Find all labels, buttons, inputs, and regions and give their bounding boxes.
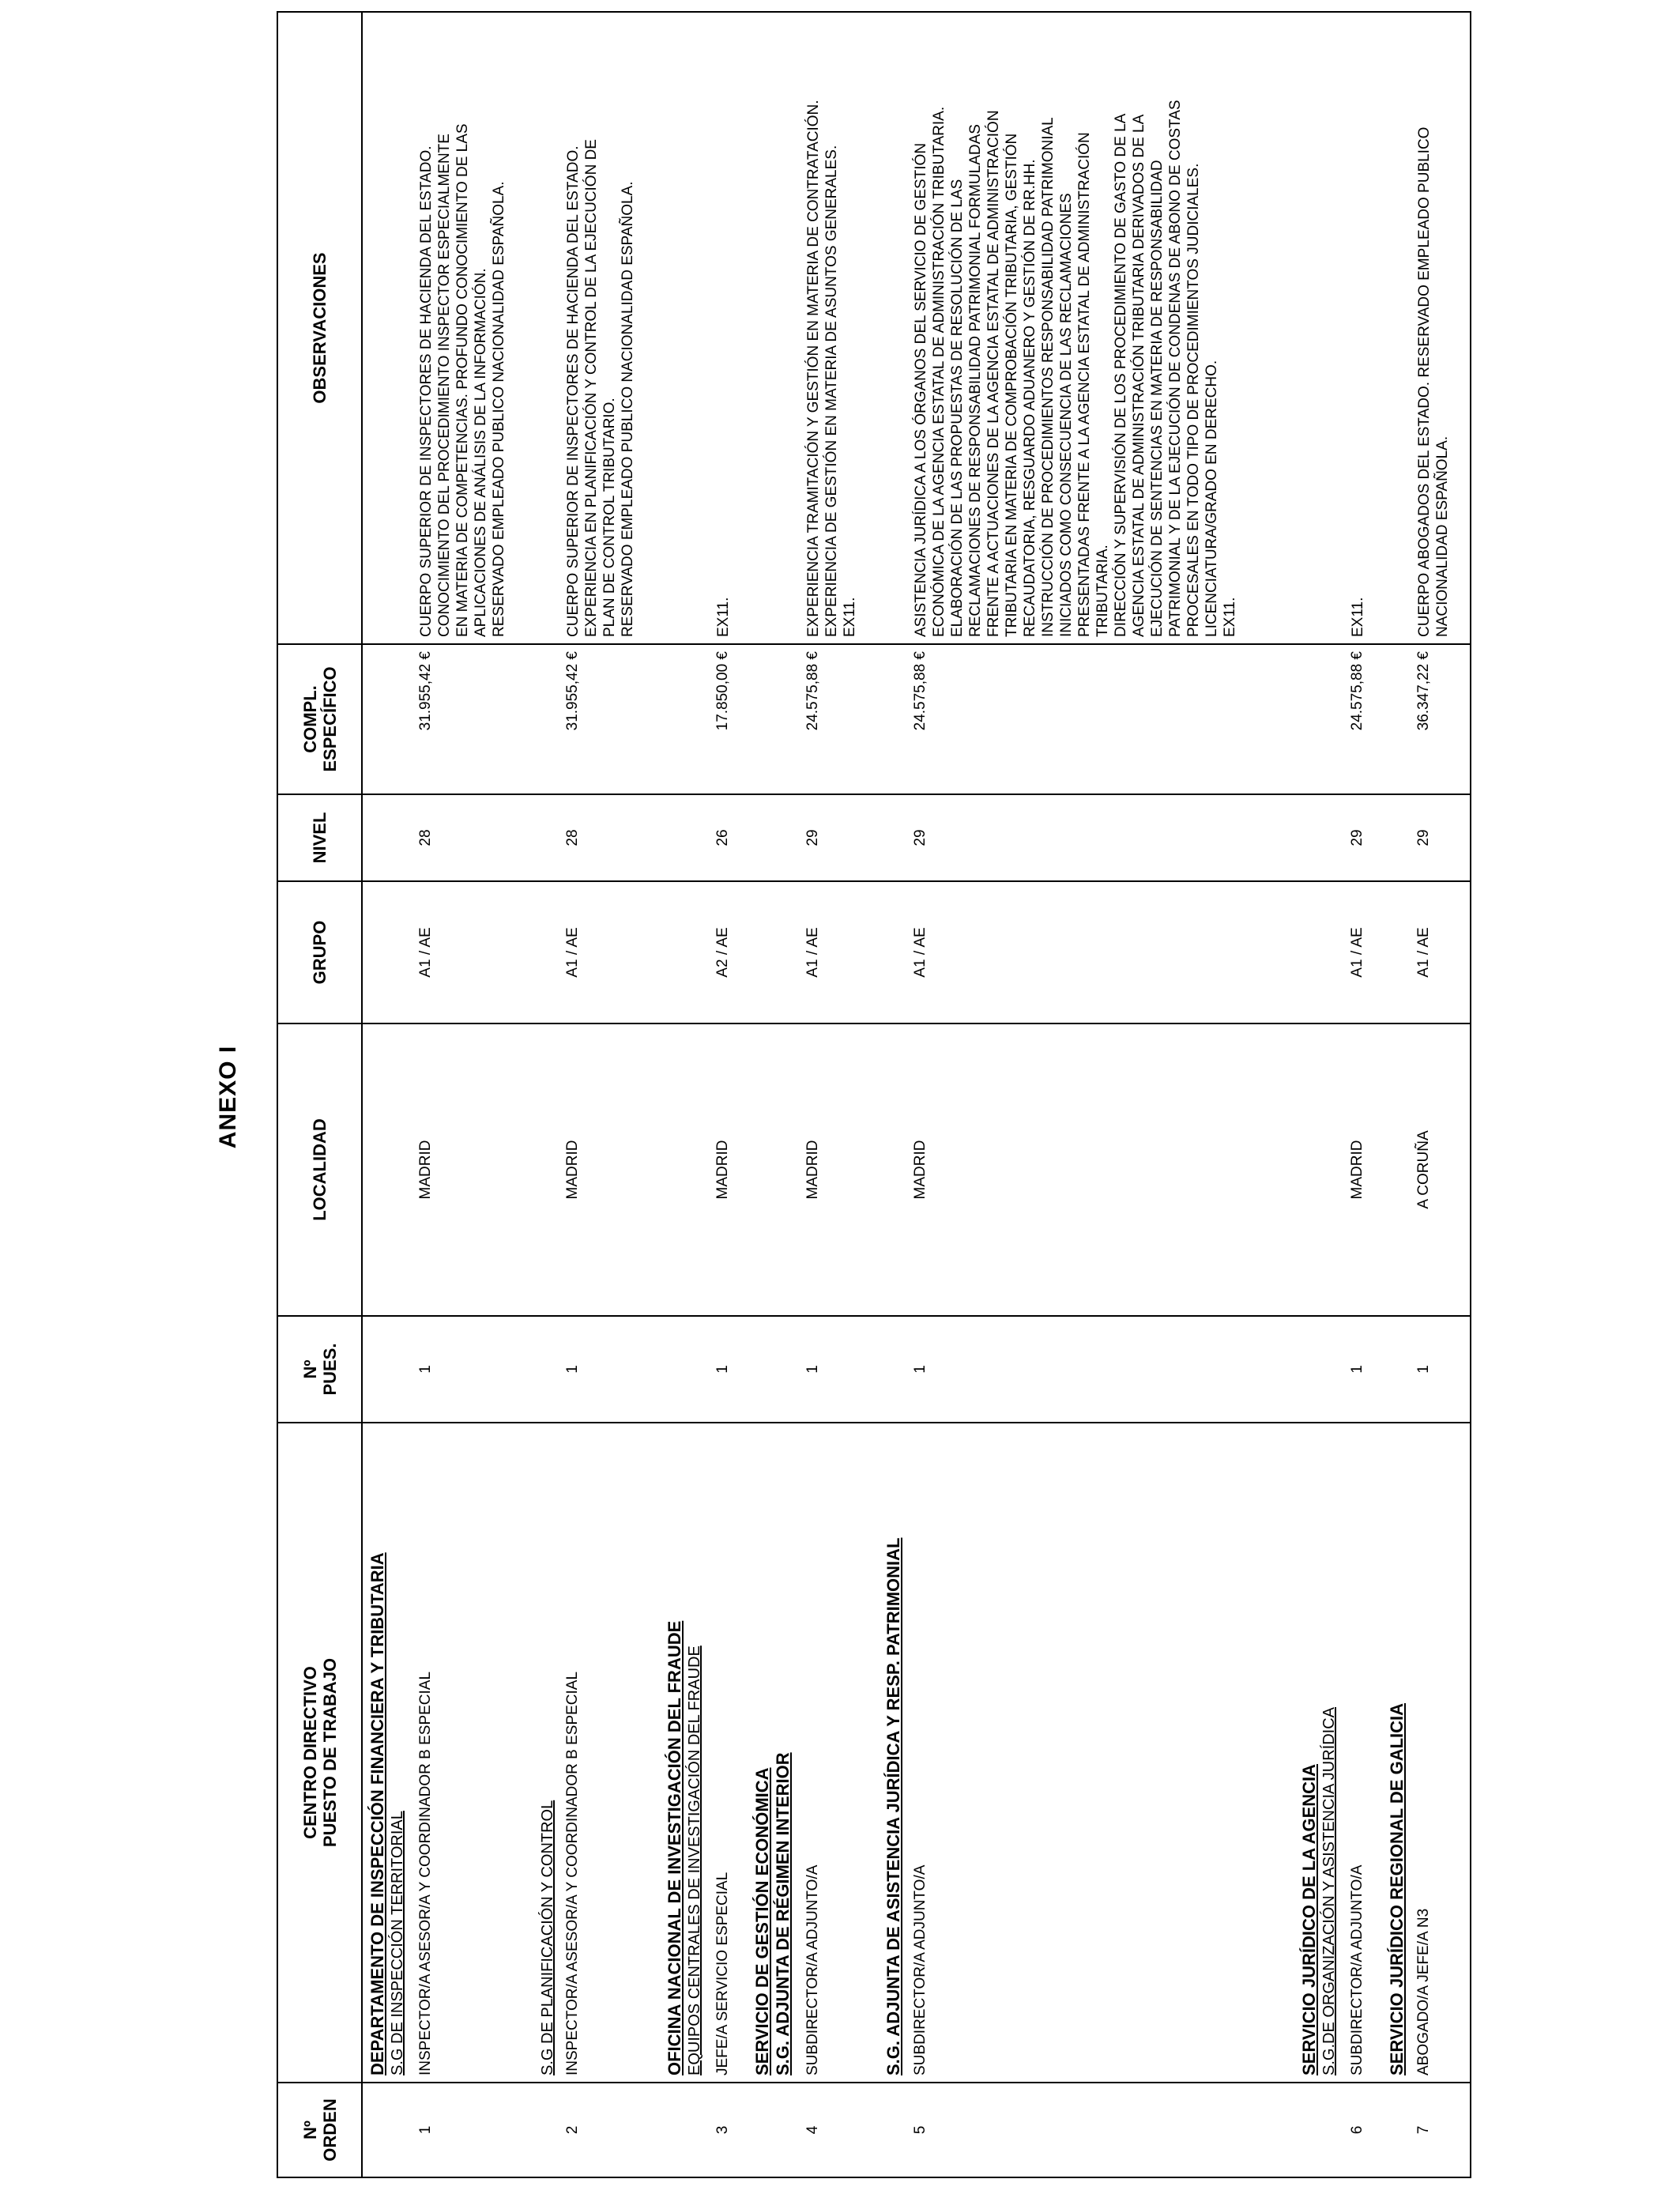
section-heading-row <box>1294 12 1344 2177</box>
observaciones-cell: EX11. <box>710 12 748 644</box>
orden-cell: 5 <box>907 2083 1294 2177</box>
localidad-cell: A CORUÑA <box>1411 1023 1471 1316</box>
section-heading-row <box>748 12 799 2177</box>
orden-cell: 4 <box>800 2083 879 2177</box>
header-compl: COMPL. ESPECÍFICO <box>277 644 362 794</box>
nivel-cell: 29 <box>1344 794 1382 881</box>
observaciones-cell: CUERPO ABOGADOS DEL ESTADO. RESERVADO EMPLEADO PUBLICO NACIONALIDAD ESPAÑOLA. <box>1411 12 1471 644</box>
nivel-cell: 28 <box>412 794 533 881</box>
section-header: S.G. ADJUNTA DE RÉGIMEN INTERIOR <box>773 1752 793 2075</box>
grupo-cell: A1 / AE <box>800 881 879 1023</box>
orden-cell: 6 <box>1344 2083 1382 2177</box>
num-puestos-cell: 1 <box>800 1316 879 1423</box>
nivel-cell: 29 <box>907 794 1294 881</box>
section-subheader: EQUIPOS CENTRALES DE INVESTIGACIÓN DEL FRAUDE <box>685 1646 703 2075</box>
nivel-cell: 26 <box>710 794 748 881</box>
nivel-cell: 29 <box>1411 794 1471 881</box>
section-header: DEPARTAMENTO DE INSPECCIÓN FINANCIERA Y TRIBUTARIA <box>367 1552 387 2075</box>
header-localidad: LOCALIDAD <box>277 1023 362 1316</box>
table-row <box>710 12 748 2177</box>
section-heading-row <box>1382 12 1411 2177</box>
localidad-cell: MADRID <box>1344 1023 1382 1316</box>
table-row <box>1411 12 1471 2177</box>
grupo-cell: A1 / AE <box>1411 881 1471 1023</box>
grupo-cell: A1 / AE <box>412 881 533 1023</box>
nivel-cell: 29 <box>800 794 879 881</box>
section-subheader: S.G.DE ORGANIZACIÓN Y ASISTENCIA JURÍDICA <box>1320 1706 1338 2075</box>
compl-especifico-cell: 31.955,42 € <box>559 644 659 794</box>
observaciones-cell: EXPERIENCIA TRAMITACIÓN Y GESTIÓN EN MATERIA DE CONTRATACIÓN. EXPERIENCIA DE GESTIÓN EN MATERIA DE ASUNTOS GENERALES. EX11. <box>800 12 879 644</box>
orden-cell: 3 <box>710 2083 748 2177</box>
section-header: S.G. ADJUNTA DE ASISTENCIA JURÍDICA Y RESP. PATRIMONIAL <box>883 1537 904 2075</box>
localidad-cell: MADRID <box>710 1023 748 1316</box>
observaciones-cell: ASISTENCIA JURÍDICA A LOS ÓRGANOS DEL SERVICIO DE GESTIÓN ECONÓMICA DE LA AGENCIA ESTATAL DE ADMINISTRACIÓN TRIBUTARIA. ELABORACIÓN DE LAS PROPUESTAS DE RESOLUCIÓN DE LAS RECLAMACIONES DE RESPONSABILIDAD PATRIMONIAL FORMULADAS FRENTE A ACTUACIONES DE LA AGENCIA ESTATAL DE ADMINISTRACIÓN TRIBUTARIA EN MATERIA DE COMPROBACIÓN TRIBUTARIA, GESTIÓN RECAUDATORIA, RESGUARDO ADUANERO Y GESTIÓN DE RR.HH. INSTRUCCIÓN DE PROCEDIMIENTOS RESPONSABILIDAD PATRIMONIAL INICIADOS COMO CONSECUENCIA DE LAS RECLAMACIONES PRESENTADAS FRENTE A LA AGENCIA ESTATAL DE ADMINISTRACIÓN TRIBUTARIA. DIRECCIÓN Y SUPERVISIÓN DE LOS PROCEDIMIENTO DE GASTO DE LA AGENCIA ESTATAL DE ADMINISTRACIÓN TRIBUTARIA DERIVADOS DE LA EJECUCIÓN DE SENTENCIAS EN MATERIA DE RESPONSABILIDAD PATRIMONIAL Y DE LA EJECUCIÓN DE CONDENAS DE ABONO DE COSTAS PROCESALES EN TODO TIPO DE PROCEDIMIENTOS JUDICIALES. LICENCIATURA/GRADO EN DERECHO. EX11. <box>907 12 1294 644</box>
grupo-cell: A1 / AE <box>1344 881 1382 1023</box>
table-row <box>412 12 533 2177</box>
num-puestos-cell: 1 <box>907 1316 1294 1423</box>
puesto-cell: SUBDIRECTOR/A ADJUNTO/A <box>1344 1423 1382 2083</box>
orden-cell: 2 <box>559 2083 659 2177</box>
table-row <box>800 12 879 2177</box>
section-heading-row <box>533 12 560 2177</box>
localidad-cell: MADRID <box>412 1023 533 1316</box>
section-subheader: S.G DE INSPECCIÓN TERRITORIAL <box>389 1811 406 2075</box>
grupo-cell: A2 / AE <box>710 881 748 1023</box>
grupo-cell: A1 / AE <box>559 881 659 1023</box>
table-row <box>1344 12 1382 2177</box>
localidad-cell: MADRID <box>907 1023 1294 1316</box>
section-heading-row <box>362 12 412 2177</box>
table-row <box>907 12 1294 2177</box>
localidad-cell: MADRID <box>800 1023 879 1316</box>
compl-especifico-cell: 17.850,00 € <box>710 644 748 794</box>
header-observaciones: OBSERVACIONES <box>277 12 362 644</box>
compl-especifico-cell: 31.955,42 € <box>412 644 533 794</box>
num-puestos-cell: 1 <box>1411 1316 1471 1423</box>
table-row <box>559 12 659 2177</box>
puesto-cell: SUBDIRECTOR/A ADJUNTO/A <box>907 1423 1294 2083</box>
puesto-cell: ABOGADO/A JEFE/A N3 <box>1411 1423 1471 2083</box>
page-title: ANEXO I <box>215 1045 241 1149</box>
section-header: OFICINA NACIONAL DE INVESTIGACIÓN DEL FRAUDE <box>664 1620 684 2075</box>
section-subheader: S.G DE PLANIFICACIÓN Y CONTROL <box>538 1800 556 2075</box>
observaciones-cell: EX11. <box>1344 12 1382 644</box>
localidad-cell: MADRID <box>559 1023 659 1316</box>
section-header: SERVICIO JURÍDICO DE LA AGENCIA <box>1298 1763 1319 2075</box>
compl-especifico-cell: 24.575,88 € <box>800 644 879 794</box>
observaciones-cell: CUERPO SUPERIOR DE INSPECTORES DE HACIENDA DEL ESTADO. EXPERIENCIA EN PLANIFICACIÓN Y CONTROL DE LA EJECUCIÓN DE PLAN DE CONTROL TRIBUTARIO. RESERVADO EMPLEADO PUBLICO NACIONALIDAD ESPAÑOLA. <box>559 12 659 644</box>
positions-table <box>277 11 1471 2178</box>
num-puestos-cell: 1 <box>710 1316 748 1423</box>
compl-especifico-cell: 24.575,88 € <box>1344 644 1382 794</box>
section-heading-row <box>660 12 710 2177</box>
header-centro: CENTRO DIRECTIVO PUESTO DE TRABAJO <box>277 1423 362 2083</box>
header-grupo: GRUPO <box>277 881 362 1023</box>
orden-cell: 1 <box>412 2083 533 2177</box>
puesto-cell: INSPECTOR/A ASESOR/A Y COORDINADOR B ESPECIAL <box>412 1423 533 2083</box>
nivel-cell: 28 <box>559 794 659 881</box>
grupo-cell: A1 / AE <box>907 881 1294 1023</box>
observaciones-cell: CUERPO SUPERIOR DE INSPECTORES DE HACIENDA DEL ESTADO. CONOCIMIENTO DEL PROCEDIMIENTO INSPECTOR ESPECIALMENTE EN MATERIA DE COMPETENCIAS. PROFUNDO CONOCIMIENTO DE LAS APLICACIONES DE ANÁLISIS DE LA INFORMACIÓN. RESERVADO EMPLEADO PUBLICO NACIONALIDAD ESPAÑOLA. <box>412 12 533 644</box>
num-puestos-cell: 1 <box>412 1316 533 1423</box>
puesto-cell: SUBDIRECTOR/A ADJUNTO/A <box>800 1423 879 2083</box>
header-orden: Nº ORDEN <box>277 2083 362 2177</box>
num-puestos-cell: 1 <box>1344 1316 1382 1423</box>
header-nivel: NIVEL <box>277 794 362 881</box>
puesto-cell: INSPECTOR/A ASESOR/A Y COORDINADOR B ESPECIAL <box>559 1423 659 2083</box>
header-puestos: Nº PUES. <box>277 1316 362 1423</box>
puesto-cell: JEFE/A SERVICIO ESPECIAL <box>710 1423 748 2083</box>
section-heading-row <box>879 12 907 2177</box>
section-header: SERVICIO JURÍDICO REGIONAL DE GALICIA <box>1387 1702 1407 2075</box>
num-puestos-cell: 1 <box>559 1316 659 1423</box>
compl-especifico-cell: 36.347,22 € <box>1411 644 1471 794</box>
orden-cell: 7 <box>1411 2083 1471 2177</box>
compl-especifico-cell: 24.575,88 € <box>907 644 1294 794</box>
section-header: SERVICIO DE GESTIÓN ECONÓMICA <box>752 1767 773 2075</box>
